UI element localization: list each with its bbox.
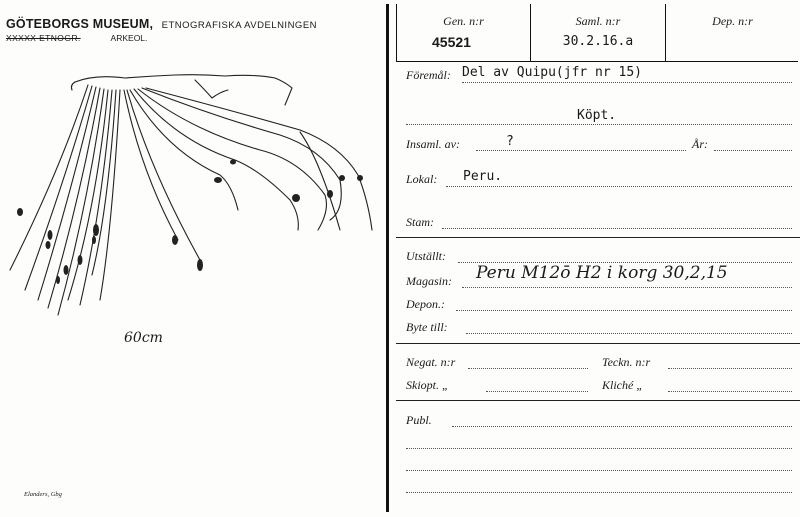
teckn-label: Teckn. n:r xyxy=(602,355,651,369)
dep-number-cell xyxy=(666,4,799,62)
lokal-line xyxy=(446,186,792,187)
foremal-value: Del av Quipu(jfr nr 15) xyxy=(462,65,643,80)
museum-header xyxy=(6,15,317,33)
gen-number-cell xyxy=(397,4,531,62)
lokal-value: Peru. xyxy=(463,169,503,184)
section-rule-1 xyxy=(396,237,800,238)
museum-name: GÖTEBORGS MUSEUM, xyxy=(6,17,154,31)
publ-label: Publ. xyxy=(406,413,432,427)
printer-note: Elanders, Gbg xyxy=(24,491,62,498)
publ-line-2 xyxy=(406,448,792,449)
magasin-label: Magasin: xyxy=(406,274,452,288)
section-rule-3 xyxy=(396,400,800,401)
publ-line-1 xyxy=(452,426,792,427)
insaml-label: Insaml. av: xyxy=(406,137,460,151)
foremal-label: Föremål: xyxy=(406,68,451,82)
scale-note: 60cm xyxy=(124,330,163,346)
gen-number-value: 45521 xyxy=(432,34,471,50)
ar-line xyxy=(714,150,792,151)
skiopt-label: Skiopt. „ xyxy=(406,378,449,392)
saml-number-value: 30.2.16.a xyxy=(562,34,634,49)
foremal-extra: Köpt. xyxy=(577,108,617,123)
section-rule-2 xyxy=(396,343,800,344)
insaml-line xyxy=(476,150,686,151)
lokal-label: Lokal: xyxy=(406,172,438,186)
saml-number-label: Saml. n:r xyxy=(575,14,621,28)
dep-number-label: Dep. n:r xyxy=(712,14,753,28)
kliche-label: Kliché „ xyxy=(602,378,643,392)
byte-line xyxy=(466,333,792,334)
skiopt-line xyxy=(486,391,588,392)
quipu-drawing xyxy=(0,60,390,360)
byte-label: Byte till: xyxy=(406,320,448,334)
saml-number-cell xyxy=(531,4,666,62)
gen-number-label: Gen. n:r xyxy=(443,14,484,28)
publ-line-4 xyxy=(406,492,792,493)
depon-label: Depon.: xyxy=(406,297,445,311)
stam-line xyxy=(442,228,792,229)
ar-label: År: xyxy=(692,137,708,151)
subdepartment-label: ARKEOL. xyxy=(110,33,148,43)
negat-label: Negat. n:r xyxy=(406,355,456,369)
negat-line xyxy=(468,368,588,369)
record-panel xyxy=(396,0,800,517)
magasin-value: Peru M12ō H2 i korg 30,2,15 xyxy=(476,263,728,283)
insaml-value: ? xyxy=(506,134,514,149)
publ-line-3 xyxy=(406,470,792,471)
struck-text: XXXXX ETNOGR. xyxy=(6,33,81,43)
magasin-line xyxy=(462,287,792,288)
foremal-line-2 xyxy=(406,124,792,125)
foremal-line xyxy=(462,82,792,83)
museum-subdepartment xyxy=(6,33,147,43)
museum-department: ETNOGRAFISKA AVDELNINGEN xyxy=(161,20,318,31)
panel-divider xyxy=(386,4,389,512)
teckn-line xyxy=(668,368,792,369)
number-header xyxy=(396,4,798,62)
kliche-line xyxy=(668,391,792,392)
depon-line xyxy=(456,310,792,311)
stam-label: Stam: xyxy=(406,215,434,229)
utstallt-label: Utställt: xyxy=(406,249,447,263)
